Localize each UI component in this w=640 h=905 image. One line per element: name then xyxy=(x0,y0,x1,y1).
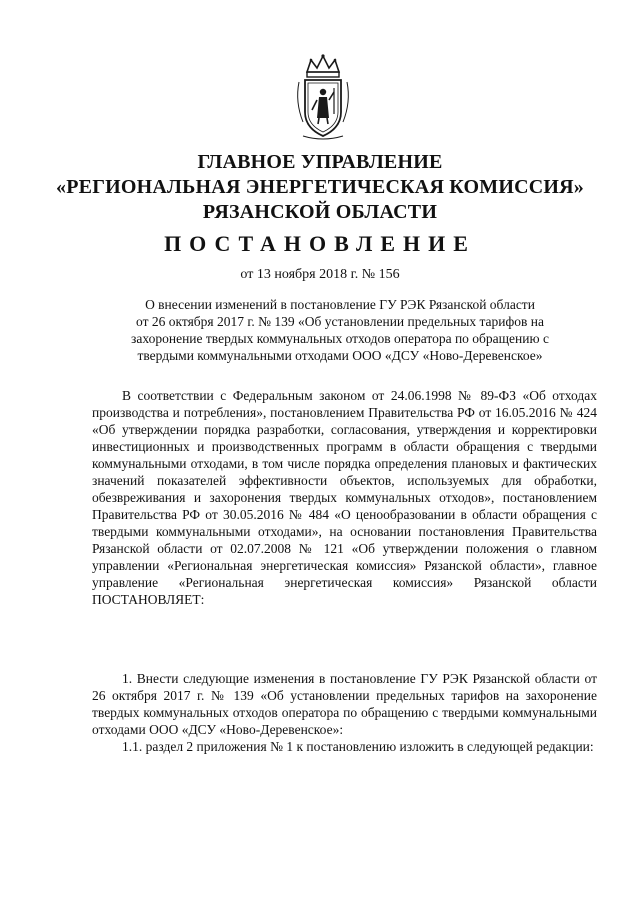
document-subject xyxy=(95,296,585,364)
item-1-1-block xyxy=(92,738,597,755)
org-name-line-1: ГЛАВНОЕ УПРАВЛЕНИЕ xyxy=(197,151,443,173)
document-type-title: ПОСТАНОВЛЕНИЕ xyxy=(164,231,476,256)
org-name-line-2: «РЕГИОНАЛЬНАЯ ЭНЕРГЕТИЧЕСКАЯ КОМИССИЯ» xyxy=(56,176,584,198)
subject-line: О внесении изменений в постановление ГУ РЭК Рязанской области xyxy=(145,297,535,312)
item-1-block xyxy=(92,670,597,738)
subject-line: твердыми коммунальными отходами ООО «ДСУ «Ново-Деревенское» xyxy=(137,348,543,363)
item-1-paragraph: 1. Внести следующие изменения в постановление ГУ РЭК Рязанской области от 26 октября 2017 г. № 139 «Об установлении предельных тарифов на захоронение твердых коммунальных отходов оператора по обращению с твердыми коммунальными отходами ООО «ДСУ «Ново-Деревенское»: xyxy=(92,671,597,737)
preamble-paragraph: В соответствии с Федеральным законом от 24.06.1998 № 89-ФЗ «Об отходах производства и потребления», постановлением Правительства РФ от 16.05.2016 № 424 «Об утверждении порядка разработки, согласования, утверждения и корректировки инвестиционных и производственных программ в области обращения с твердыми коммунальными отходами, в том числе порядка определения плановых и фактических значений показателей эффективности объектов, используемых для обработки, обезвреживания и захоронения твердых коммунальных отходов», постановлением Правительства РФ от 30.05.2016 № 484 «О ценообразовании в области обращения с твердыми коммунальными отходами», на основании постановления Правительства Рязанской области от 02.07.2008 № 121 «Об утверждении положения о главном управлении «Региональная энергетическая комиссия» Рязанской области», главное управление «Региональная энергетическая комиссия» Рязанской области ПОСТАНОВЛЯЕТ: xyxy=(92,388,597,607)
subject-line: от 26 октября 2017 г. № 139 «Об установлении предельных тарифов на xyxy=(136,314,544,329)
subject-line: захоронение твердых коммунальных отходов оператора по обращению с xyxy=(131,331,549,346)
preamble-block xyxy=(92,387,597,608)
org-name-line-3: РЯЗАНСКОЙ ОБЛАСТИ xyxy=(202,201,438,223)
document-date-number: от 13 ноября 2018 г. № 156 xyxy=(240,267,400,282)
item-1-1-paragraph: 1.1. раздел 2 приложения № 1 к постановлению изложить в следующей редакции: xyxy=(122,739,594,754)
coat-of-arms-icon xyxy=(293,52,353,142)
